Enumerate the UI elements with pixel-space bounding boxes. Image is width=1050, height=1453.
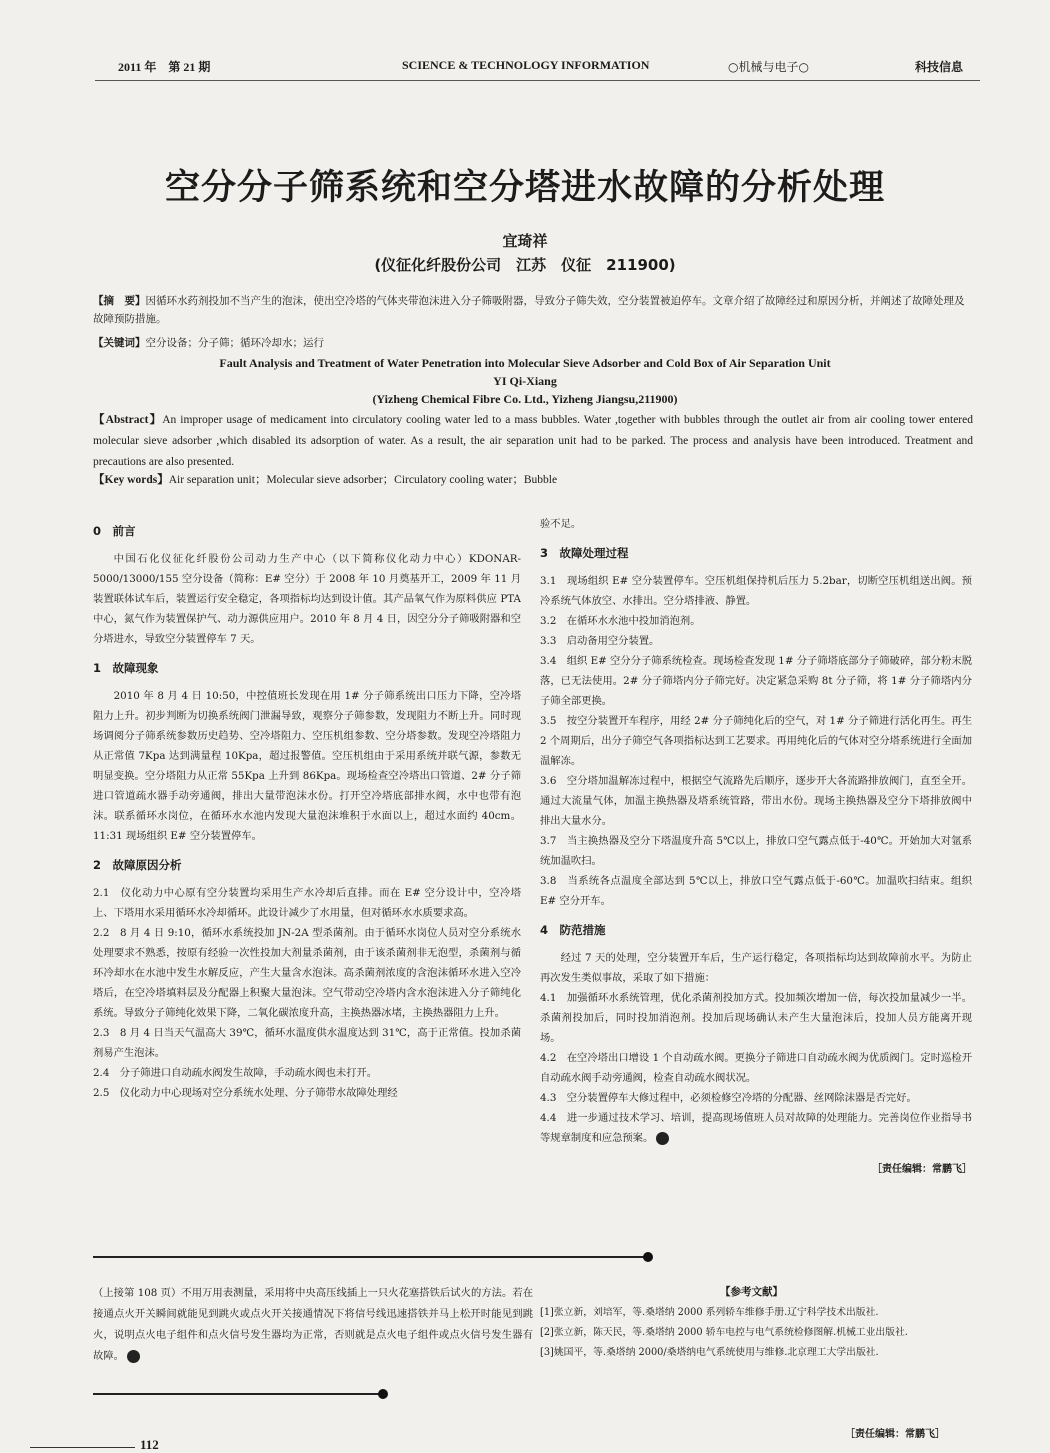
section-3-item: 3.4 组织 E# 空分分子筛系统检查。现场检查发现 1# 分子筛塔底部分子筛破碎，部分粉末脱落，已无法使用。2# 分子筛塔内分子筛完好。决定紧急采购 8t 分子筛，将 1# 分子筛塔内分子筛全部更换。 bbox=[540, 655, 972, 707]
section-0-paragraph: 中国石化仪征化纤股份公司动力生产中心（以下简称仪化动力中心）KDONAR-5000/13000/155 空分设备（简称：E# 空分）于 2008 年 10 月奠基开工，2009 年 11 月装置联体试车后，装置运行安全稳定，各项指标均达到设计值。其产品氧气作为原料供应 PTA 中心，氮气作为装置保护气、动力源供应用户。2010 年 8 月 4 日，因空分分子筛吸附器和空分塔进水，导致空分装置停车 7 天。 bbox=[93, 553, 521, 645]
english-abstract-label: 【Abstract】 bbox=[93, 414, 163, 426]
affiliation: (仪征化纤股份公司 江苏 仪征 211900) bbox=[374, 256, 676, 274]
issue-label: 2011 年 第 21 期 bbox=[118, 60, 211, 74]
continued-article-text: （上接第 108 页）不用万用表测量，采用将中央高压线插上一只火花塞搭铁后试火的方法。若在接通点火开关瞬间就能见到跳火或点火开关接通情况下将信号线迅速搭铁并马上松开时能见到跳火，说明点火电子组件和点火信号发生器均为正常，否则就是点火电子组件或点火信号发生器有故障。 bbox=[93, 1287, 533, 1362]
abstract-cn bbox=[93, 292, 973, 328]
english-abstract bbox=[93, 410, 973, 473]
section-2-title: 2 故障原因分析 bbox=[93, 858, 182, 872]
section-3-item: 3.8 当系统各点温度全部达到 5℃以上，排放口空气露点低于-60℃。加温吹扫结束。组织 E# 空分开车。 bbox=[540, 875, 972, 907]
section-1-title: 1 故障现象 bbox=[93, 661, 159, 675]
left-column bbox=[93, 512, 521, 1103]
section-3-item: 3.1 现场组织 E# 空分装置停车。空压机组保持机后压力 5.2bar，切断空压机组送出阀。预冷系统气体放空、水排出。空分塔排液、静置。 bbox=[540, 575, 972, 607]
divider-line bbox=[93, 1393, 383, 1395]
section-1-paragraph: 2010 年 8 月 4 日 10:50，中控值班长发现在用 1# 分子筛系统出口压力下降，空冷塔阻力上升。初步判断为切换系统阀门泄漏导致，观察分子筛参数，发现阻力不断上升。同时现场调阅分子筛系统参数历史趋势、空冷塔阻力、空压机组参数、空分塔参数。发现空冷塔阻力从正常值 7Kpa 达到满量程 10Kpa，超过报警值。空压机组由于采用系统并联气源，参数无明显变换。空分塔阻力从正常 55Kpa 上升到 86Kpa。现场检查空冷塔出口管道、2# 分子筛进口管道疏水器手动旁通阀，排出大量带泡沫水份。打开空冷塔底部排水阀，水中也带有泡沫。联系循环水岗位，在循环水水池内发现大量泡沫堆积于水面以上，超过水面约 40cm。11:31 现场组织 E# 空分装置停车。 bbox=[93, 690, 521, 842]
page-number-rule bbox=[30, 1447, 135, 1448]
right-column bbox=[540, 514, 972, 1180]
section-label: 科技信息 bbox=[915, 60, 964, 74]
section-4-item: 4.1 加强循环水系统管理，优化杀菌剂投加方式。投加频次增加一倍，每次投加量减少一半。杀菌剂投加后，同时投加消泡剂。投加后现场确认未产生大量泡沫后，投加人员方能离开现场。 bbox=[540, 992, 972, 1044]
header-rule bbox=[95, 80, 980, 81]
continued-article bbox=[93, 1283, 533, 1367]
divider-dot bbox=[643, 1252, 653, 1262]
author: 宜琦祥 bbox=[502, 232, 548, 250]
english-abstract-text: An improper usage of medicament into circulatory cooling water led to a mass bubbles. Water ,together with bubbles through the outlet air from air cooling tower entered molecular sieve adsorber ,which disabled its adsorption of water. As a result, the air separation unit had to be parked. The process and analysis have been introduced. Treatment and precautions are also presented. bbox=[93, 414, 973, 468]
section-3-item: 3.7 当主换热器及空分下塔温度升高 5℃以上，排放口空气露点低于-40℃。开始加大对氩系统加温吹扫。 bbox=[540, 835, 972, 867]
section-4-item-text: 4.4 进一步通过技术学习、培训，提高现场值班人员对故障的处理能力。完善岗位作业指导书等规章制度和应急预案。 bbox=[540, 1112, 972, 1144]
divider-dot bbox=[378, 1389, 388, 1399]
english-keywords-text: Air separation unit；Molecular sieve adsorber；Circulatory cooling water；Bubble bbox=[168, 474, 558, 486]
continued-text: 验不足。 bbox=[540, 518, 582, 530]
references-title: 【参考文献】 bbox=[720, 1286, 783, 1298]
column-label: ○机械与电子○ bbox=[728, 60, 809, 74]
keywords-cn-label: 【关键词】 bbox=[93, 337, 146, 349]
section-2-item: 2.5 仪化动力中心现场对空分系统水处理、分子筛带水故障处理经 bbox=[93, 1087, 398, 1099]
section-2-item: 2.2 8 月 4 日 9:10，循环水系统投加 JN-2A 型杀菌剂。由于循环水岗位人员对空分系统水处理要求不熟悉，按原有经验一次性投加大剂量杀菌剂，由于该杀菌剂非无泡型，杀菌剂与循环冷却水在水池中发生水解反应，产生大量含水泡沫。高杀菌剂浓度的含泡沫循环水进入空冷塔后，在空冷塔填料层及分配器上积聚大量泡沫。空气带动空冷塔内含水泡沫进入分子筛纯化系统。导致分子筛纯化效果下降，二氧化碳浓度升高，主换热器冰堵，主换热器阻力上升。 bbox=[93, 927, 521, 1019]
section-4-item: 4.3 空分装置停车大修过程中，必须检修空冷塔的分配器、丝网除沫器是否完好。 bbox=[540, 1092, 917, 1104]
end-mark-icon bbox=[656, 1132, 669, 1145]
reference-item: [1]张立新，刘培军，等.桑塔纳 2000 系列轿车维修手册.辽宁科学技术出版社. bbox=[540, 1307, 879, 1318]
english-author: YI Qi-Xiang bbox=[493, 374, 557, 388]
section-3-title: 3 故障处理过程 bbox=[540, 546, 629, 560]
journal-name: SCIENCE & TECHNOLOGY INFORMATION bbox=[402, 58, 650, 72]
section-2-item: 2.1 仪化动力中心原有空分装置均采用生产水冷却后直排。而在 E# 空分设计中，空冷塔上、下塔用水采用循环水冷却循环。此设计减少了水用量，但对循环水水质要求高。 bbox=[93, 887, 521, 919]
section-4-item: 4.2 在空冷塔出口增设 1 个自动疏水阀。更换分子筛进口自动疏水阀为优质阀门。定时巡检开自动疏水阀手动旁通阀，检查自动疏水阀状况。 bbox=[540, 1052, 972, 1084]
reference-item: [2]张立新，陈天民，等.桑塔纳 2000 轿车电控与电气系统检修图解.机械工业出版社. bbox=[540, 1327, 908, 1338]
section-0-title: 0 前言 bbox=[93, 524, 136, 538]
keywords-cn-text: 空分设备；分子筛；循环冷却水；运行 bbox=[145, 337, 324, 349]
section-4-intro: 经过 7 天的处理，空分装置开车后，生产运行稳定，各项指标均达到故障前水平。为防止再次发生类似事故，采取了如下措施： bbox=[540, 952, 972, 984]
english-title: Fault Analysis and Treatment of Water Penetration into Molecular Sieve Adsorber and Cold Box of Air Separation Unit bbox=[219, 356, 831, 370]
section-2-item: 2.3 8 月 4 日当天气温高大 39℃，循环水温度供水温度达到 31℃，高于正常值。投加杀菌剂易产生泡沫。 bbox=[93, 1027, 521, 1059]
english-keywords bbox=[93, 470, 973, 491]
section-2-item: 2.4 分子筛进口自动疏水阀发生故障，手动疏水阀也未打开。 bbox=[93, 1067, 378, 1079]
section-3-item: 3.5 按空分装置开车程序，用经 2# 分子筛纯化后的空气，对 1# 分子筛进行活化再生。再生 2 个周期后，出分子筛空气各项指标达到工艺要求。再用纯化后的气体对空分塔系统进行全面加温解冻。 bbox=[540, 715, 972, 767]
section-3-item: 3.6 空分塔加温解冻过程中，根据空气流路先后顺序，逐步开大各流路排放阀门，直至全开。通过大流量气体，加温主换热器及塔系统管路，带出水份。现场主换热器及空分下塔排放阀中排出大量水分。 bbox=[540, 775, 972, 827]
section-3-item: 3.2 在循环水水池中投加消泡剂。 bbox=[540, 615, 701, 627]
abstract-cn-label: 【摘 要】 bbox=[93, 295, 146, 307]
end-mark-icon bbox=[127, 1350, 140, 1363]
reference-item: [3]姚国平，等.桑塔纳 2000/桑塔纳电气系统使用与维修.北京理工大学出版社. bbox=[540, 1347, 879, 1358]
page-title: 空分分子筛系统和空分塔进水故障的分析处理 bbox=[164, 167, 885, 208]
english-affiliation: (Yizheng Chemical Fibre Co. Ltd., Yizheng Jiangsu,211900) bbox=[372, 392, 678, 406]
page-number: 112 bbox=[140, 1437, 159, 1452]
keywords-cn bbox=[93, 334, 973, 352]
editor-tag: ［责任编辑：常鹏飞］ bbox=[872, 1164, 972, 1175]
divider-line bbox=[93, 1256, 648, 1258]
abstract-cn-text: 因循环水药剂投加不当产生的泡沫，使出空冷塔的气体夹带泡沫进入分子筛吸附器，导致分子筛失效，空分装置被迫停车。文章介绍了故障经过和原因分析，并阐述了故障处理及故障预防措施。 bbox=[93, 295, 965, 325]
section-3-item: 3.3 启动备用空分装置。 bbox=[540, 635, 660, 647]
section-4-item bbox=[540, 1108, 972, 1148]
references-list bbox=[540, 1303, 980, 1363]
english-keywords-label: 【Key words】 bbox=[93, 474, 169, 486]
section-4-title: 4 防范措施 bbox=[540, 923, 606, 937]
editor-tag-bottom: ［责任编辑：常鹏飞］ bbox=[845, 1429, 945, 1440]
